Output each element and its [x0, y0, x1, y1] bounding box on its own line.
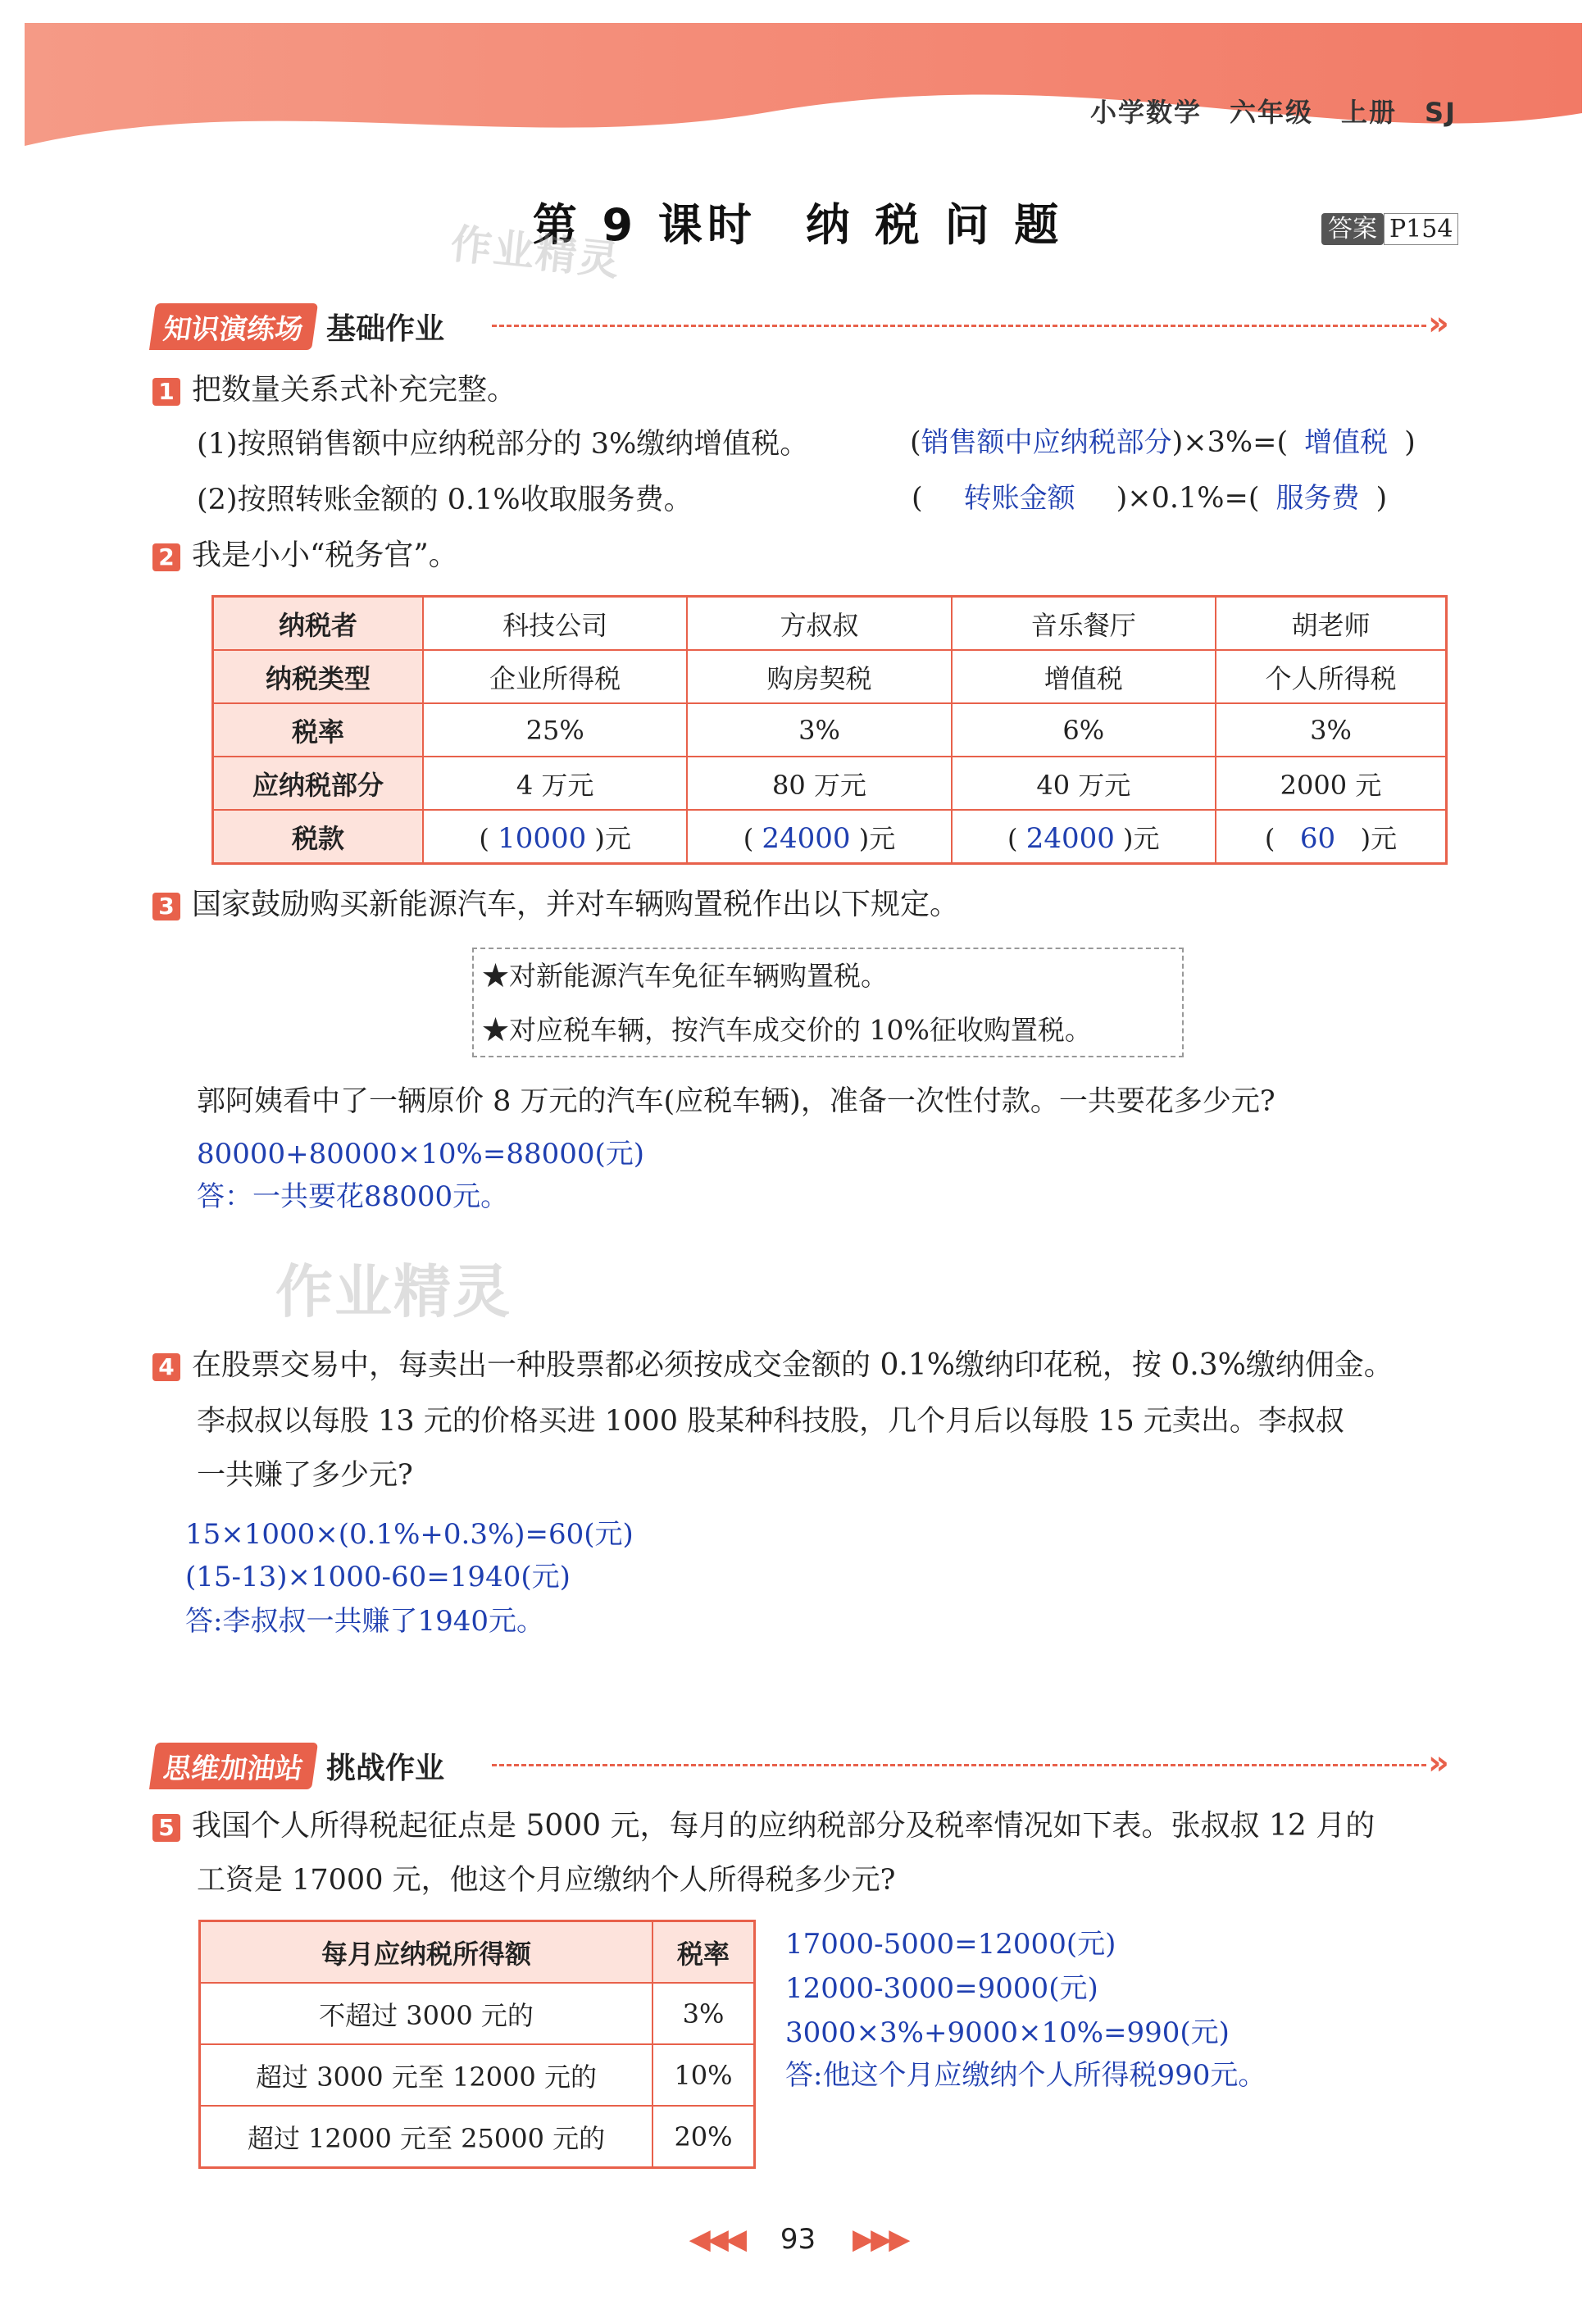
q5-answer-formula: 12000-3000=9000(元)	[785, 1972, 1098, 2005]
table-cell: 3%	[1216, 703, 1447, 757]
column-header: 每月应纳税所得额	[200, 1921, 653, 1984]
table-row	[213, 757, 1447, 810]
table-header-row	[200, 1921, 755, 1984]
table-cell: 80 万元	[687, 757, 951, 810]
question-number: 4	[152, 1353, 180, 1381]
table-cell: 25%	[423, 703, 687, 757]
table-cell: 方叔叔	[687, 597, 951, 651]
table-cell: 3%	[687, 703, 951, 757]
q3-answer-sentence: 答：一共要花88000元。	[197, 1180, 509, 1213]
question-number: 5	[152, 1814, 180, 1842]
header-subject: 小学数学	[1090, 97, 1203, 128]
chevron-right-icon: »	[1428, 305, 1449, 343]
table-row	[200, 1983, 755, 2044]
q4-line: 李叔叔以每股 13 元的价格买进 1000 股某种科技股，几个月后以每股 15 元卖出。李叔叔	[197, 1405, 1344, 1438]
section-badge: 知识演练场	[149, 303, 318, 350]
answer-text: 服务费	[1275, 482, 1360, 515]
q4-answer-sentence: 答:李叔叔一共赚了1940元。	[185, 1605, 544, 1638]
question-number: 1	[152, 378, 180, 406]
watermark: 作业精灵	[448, 220, 624, 285]
table-cell: 40 万元	[952, 757, 1216, 810]
table-cell: 企业所得税	[423, 650, 687, 703]
table-cell: 科技公司	[423, 597, 687, 651]
q4-answer-formula: (15-13)×1000-60=1940(元)	[185, 1561, 571, 1593]
table-cell: 增值税	[952, 650, 1216, 703]
row-header: 纳税类型	[213, 650, 424, 703]
question-text: 我国个人所得税起征点是 5000 元，每月的应纳税部分及税率情况如下表。张叔叔 12 月的	[192, 1809, 1375, 1843]
answer-text: 24000	[762, 821, 851, 855]
column-header: 税率	[652, 1921, 755, 1984]
question-text: 把数量关系式补充完整。	[192, 373, 517, 407]
previous-arrows-icon: ◀◀◀	[689, 2223, 744, 2256]
tax-answer-cell: ( 24000 )元	[952, 810, 1216, 864]
unit: 元	[1133, 822, 1160, 854]
header-volume: 上册	[1341, 97, 1398, 128]
rules-box	[472, 948, 1184, 1057]
table-cell: 个人所得税	[1216, 650, 1447, 703]
table-cell: 20%	[652, 2106, 755, 2168]
answer-text: 转账金额	[963, 482, 1075, 515]
page-title: 第 9 课时 纳 税 问 题	[532, 199, 1064, 251]
answer-text: 24000	[1025, 821, 1115, 855]
row-header: 应纳税部分	[213, 757, 424, 810]
row-header: 税率	[213, 703, 424, 757]
q1-sub1-answer	[910, 426, 1416, 459]
answer-text: 60	[1299, 821, 1336, 855]
table-row	[213, 597, 1447, 651]
q3-question: 郭阿姨看中了一辆原价 8 万元的汽车(应税车辆)，准备一次性付款。一共要花多少元?	[197, 1085, 1275, 1118]
table-cell: 超过 3000 元至 12000 元的	[200, 2044, 653, 2106]
tax-table	[211, 595, 1448, 865]
table-row	[213, 650, 1447, 703]
paren: )	[1404, 426, 1416, 459]
table-cell: 胡老师	[1216, 597, 1447, 651]
table-cell: 购房契税	[687, 650, 951, 703]
q1-sub2: (2)按照转账金额的 0.1%收取服务费。	[197, 484, 693, 516]
divider	[492, 325, 1426, 327]
question-text: 在股票交易中，每卖出一种股票都必须按成交金额的 0.1%缴纳印花税，按 0.3%缴纳佣金。	[192, 1348, 1394, 1382]
q5-line: 工资是 17000 元，他这个月应缴纳个人所得税多少元?	[197, 1864, 896, 1897]
table-row	[200, 2044, 755, 2106]
header-grade: 六年级	[1230, 97, 1314, 128]
page-number: 93	[780, 2223, 816, 2256]
table-cell: 2000 元	[1216, 757, 1447, 810]
q4-line: 一共赚了多少元?	[197, 1459, 413, 1492]
question-3	[152, 889, 959, 921]
question-text: 我是小小“税务官”。	[192, 539, 458, 572]
q1-sub1: (1)按照销售额中应纳税部分的 3%缴纳增值税。	[197, 428, 809, 461]
table-cell: 音乐餐厅	[952, 597, 1216, 651]
rule-item: ★对应税车辆，按汽车成交价的 10%征收购置税。	[482, 1014, 1092, 1046]
table-row	[200, 2106, 755, 2168]
table-cell: 3%	[652, 1983, 755, 2044]
formula-operator: )×3%=(	[1171, 426, 1289, 459]
question-2	[152, 539, 458, 572]
table-cell: 4 万元	[423, 757, 687, 810]
table-row	[213, 703, 1447, 757]
paren: (	[910, 426, 921, 459]
unit: 元	[869, 822, 896, 854]
answer-label: 答案	[1321, 213, 1384, 245]
q5-answer-formula: 17000-5000=12000(元)	[785, 1928, 1116, 1961]
unit: 元	[1371, 822, 1398, 854]
page-footer	[0, 2223, 1596, 2256]
table-cell: 不超过 3000 元的	[200, 1983, 653, 2044]
unit: 元	[604, 822, 631, 854]
section-badge: 思维加油站	[149, 1743, 318, 1789]
tax-rate-table	[198, 1920, 756, 2169]
q3-answer-formula: 80000+80000×10%=88000(元)	[197, 1138, 645, 1170]
table-cell: 超过 12000 元至 25000 元的	[200, 2106, 653, 2168]
table-row	[213, 810, 1447, 864]
formula-operator: )×0.1%=(	[1116, 482, 1260, 515]
rule-item: ★对新能源汽车免征车辆购置税。	[482, 960, 888, 992]
row-header: 税款	[213, 810, 424, 864]
answer-text: 销售额中应纳税部分	[921, 426, 1172, 459]
paren: )	[1375, 482, 1388, 515]
question-4	[152, 1349, 1394, 1382]
next-arrows-icon: ▶▶▶	[852, 2223, 907, 2256]
answer-text: 10000	[498, 821, 587, 855]
header-info	[1062, 92, 1457, 130]
tax-answer-cell: ( 10000 )元	[423, 810, 687, 864]
question-number: 3	[152, 893, 180, 920]
tax-answer-cell: ( 24000 )元	[687, 810, 951, 864]
section-basic	[152, 303, 444, 350]
row-header: 纳税者	[213, 597, 424, 651]
question-number: 2	[152, 543, 180, 571]
section-subtitle: 基础作业	[326, 312, 445, 346]
q4-answer-formula: 15×1000×(0.1%+0.3%)=60(元)	[185, 1518, 634, 1551]
q5-answer-sentence: 答:他这个月应缴纳个人所得税990元。	[785, 2059, 1266, 2092]
q5-answer-formula: 3000×3%+9000×10%=990(元)	[785, 2016, 1230, 2049]
paren: (	[912, 482, 923, 515]
section-challenge	[152, 1743, 444, 1789]
chevron-right-icon: »	[1428, 1744, 1449, 1782]
answer-text: 增值税	[1304, 426, 1389, 459]
header-edition: SJ	[1425, 97, 1457, 128]
question-5	[152, 1810, 1375, 1843]
divider	[492, 1764, 1426, 1766]
table-cell: 6%	[952, 703, 1216, 757]
table-cell: 10%	[652, 2044, 755, 2106]
q1-sub2-answer	[912, 482, 1387, 515]
watermark: 作业精灵	[275, 1258, 512, 1325]
tax-answer-cell: ( 60 )元	[1216, 810, 1447, 864]
question-1	[152, 374, 516, 407]
question-text: 国家鼓励购买新能源汽车，并对车辆购置税作出以下规定。	[192, 888, 960, 921]
section-subtitle: 挑战作业	[326, 1752, 445, 1785]
answer-page: P154	[1384, 213, 1458, 245]
answer-reference	[1321, 208, 1458, 244]
